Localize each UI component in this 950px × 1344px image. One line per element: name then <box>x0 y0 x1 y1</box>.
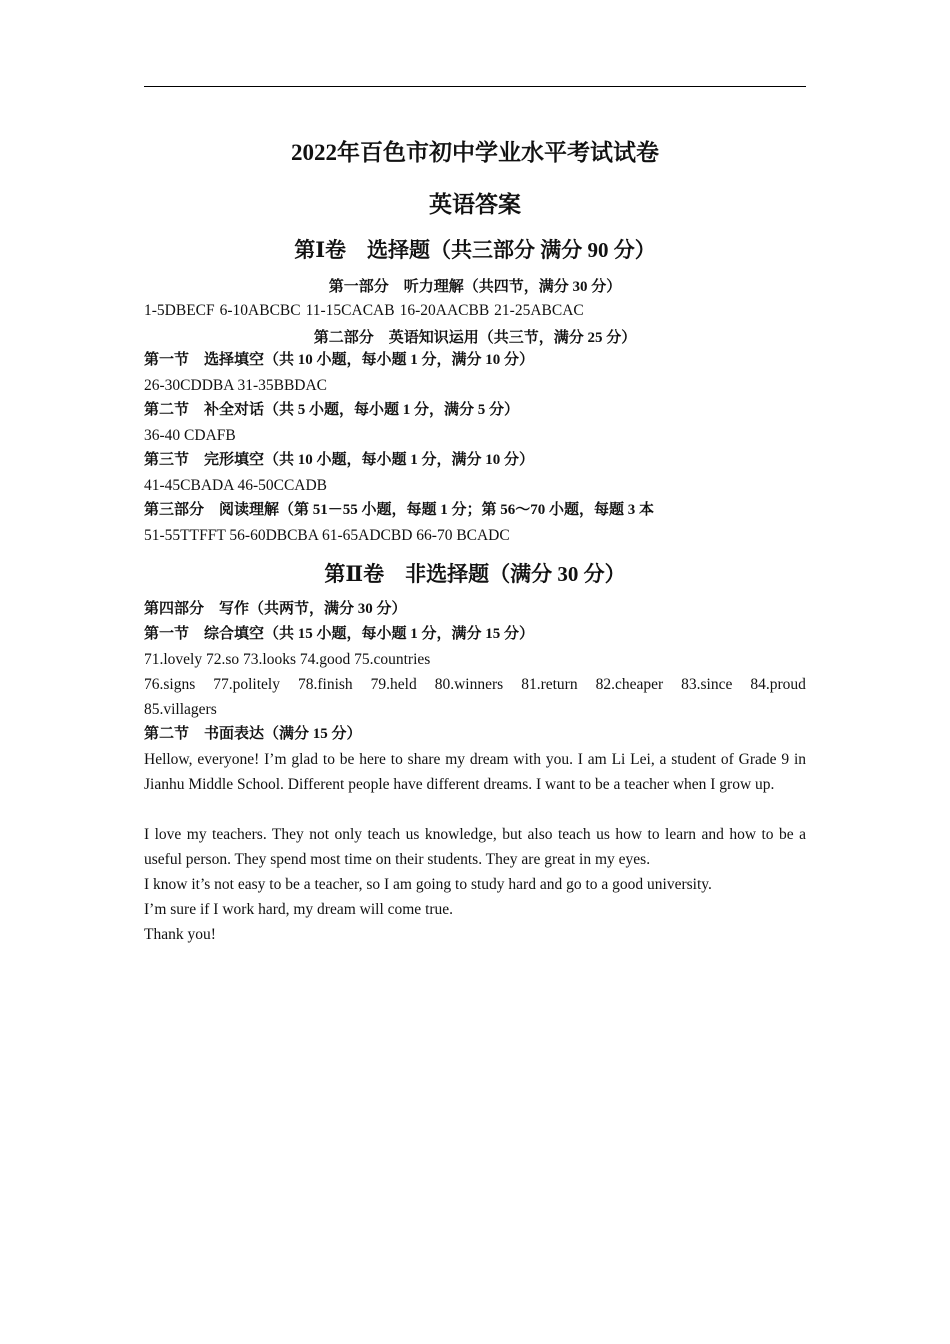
part2-section2-answers: 36-40 CDAFB <box>144 427 236 444</box>
fill-in-word: 77.politely <box>213 676 280 693</box>
answer-group: 6-10ABCBC <box>219 302 301 319</box>
part2-section1-heading: 第一节 选择填空（共 10 小题，每小题 1 分，满分 10 分） <box>144 352 535 368</box>
fill-in-word: 76.signs <box>144 676 196 693</box>
answer-group: 1-5DBECF <box>144 302 215 319</box>
exam-title: 2022年百色市初中学业水平考试试卷 <box>291 140 659 165</box>
essay-paragraph: Hellow, everyone! I’m glad to be here to share my dream with you. I am Li Lei, a student of Grade 9 in Jianhu Middle School. Different people have different dreams. I want to be a teacher when I grow up. <box>144 751 806 793</box>
essay-paragraph: I know it’s not easy to be a teacher, so I am going to study hard and go to a good university. <box>144 876 712 893</box>
fill-in-answers-row3: 85.villagers <box>144 701 217 718</box>
part2-heading: 第二部分 英语知识运用（共三节，满分 25 分） <box>313 330 637 346</box>
part2-section3-heading: 第三节 完形填空（共 10 小题，每小题 1 分，满分 10 分） <box>144 452 535 468</box>
fill-in-word: 79.held <box>370 676 417 693</box>
answer-group: 16-20AACBB <box>399 302 490 319</box>
fill-in-word: 80.winners <box>434 676 504 693</box>
essay-paragraph: I’m sure if I work hard, my dream will come true. <box>144 901 454 918</box>
fill-in-word: 83.since <box>681 676 733 693</box>
volume1-heading: 第Ⅰ卷 选择题（共三部分 满分 90 分） <box>294 238 656 262</box>
fill-in-answers-row2 <box>144 672 806 697</box>
part3-answers: 51-55TTFFT 56-60DBCBA 61-65ADCBD 66-70 BCADC <box>144 527 510 544</box>
answer-subtitle: 英语答案 <box>429 192 521 217</box>
answer-group: 11-15CACAB <box>305 302 395 319</box>
fill-in-answers-row1: 71.lovely 72.so 73.looks 74.good 75.countries <box>144 651 431 668</box>
top-rule <box>144 86 806 87</box>
part4-heading: 第四部分 写作（共两节，满分 30 分） <box>144 601 407 617</box>
fill-in-word: 81.return <box>521 676 578 693</box>
part1-heading: 第一部分 听力理解（共四节，满分 30 分） <box>328 279 622 295</box>
part2-section2-heading: 第二节 补全对话（共 5 小题，每小题 1 分，满分 5 分） <box>144 402 520 418</box>
fill-in-word: 78.finish <box>297 676 353 693</box>
essay-paragraph: Thank you! <box>144 926 216 943</box>
part4-section1-heading: 第一节 综合填空（共 15 小题，每小题 1 分，满分 15 分） <box>144 626 535 642</box>
essay-paragraph: I love my teachers. They not only teach us knowledge, but also teach us how to learn and how to be a useful person. They spend most time on their students. They are great in my eyes. <box>144 826 806 868</box>
answer-group: 21-25ABCAC <box>494 302 584 319</box>
part2-section1-answers: 26-30CDDBA 31-35BBDAC <box>144 377 328 394</box>
part3-heading: 第三部分 阅读理解（第 51－55 小题，每题 1 分；第 56～70 小题，每题 3 本 <box>144 502 655 518</box>
fill-in-word: 82.cheaper <box>595 676 664 693</box>
fill-in-word: 84.proud <box>750 676 806 693</box>
part4-section2-heading: 第二节 书面表达（满分 15 分） <box>144 726 362 742</box>
part1-answers <box>144 298 806 323</box>
part2-section3-answers: 41-45CBADA 46-50CCADB <box>144 477 328 494</box>
volume2-heading: 第Ⅱ卷 非选择题（满分 30 分） <box>324 562 626 586</box>
